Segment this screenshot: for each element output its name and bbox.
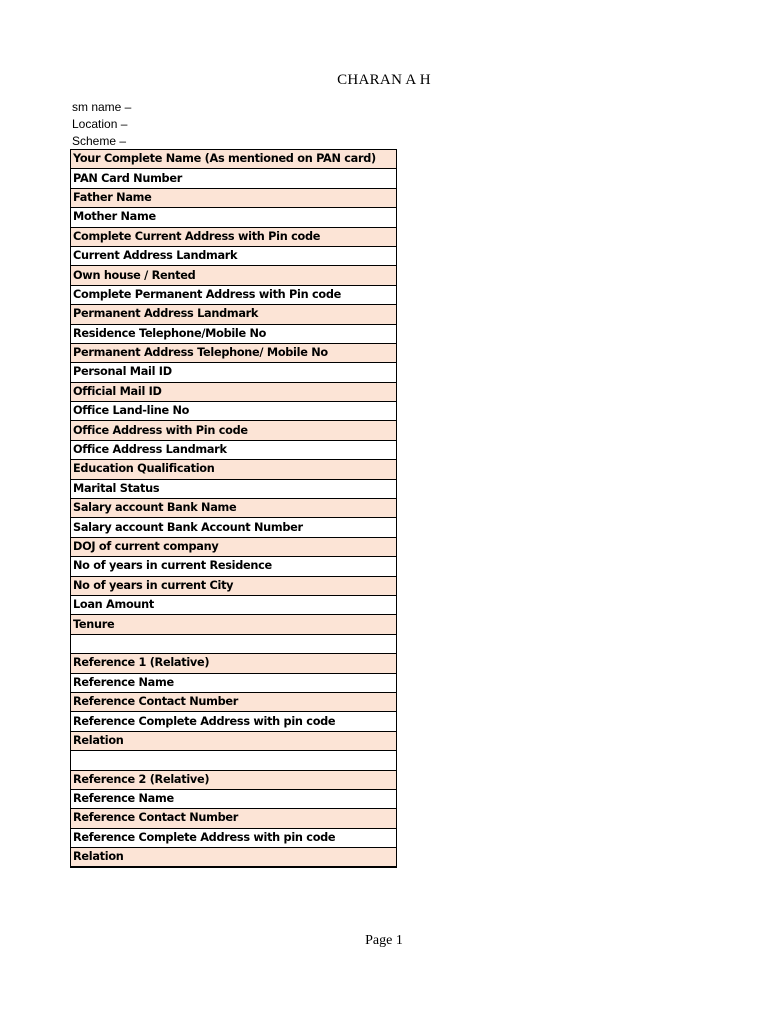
- form-row: [71, 382, 397, 401]
- form-row: [71, 363, 397, 382]
- form-row: [71, 809, 397, 828]
- form-spacer-row: [71, 634, 397, 653]
- form-row: [71, 169, 397, 188]
- form-row: [71, 537, 397, 556]
- form-row: [71, 421, 397, 440]
- form-row-label: Salary account Bank Account Number: [71, 518, 397, 537]
- form-row-label: Own house / Rented: [71, 266, 397, 285]
- form-row-label: Residence Telephone/Mobile No: [71, 324, 397, 343]
- sm-name-label: sm name –: [72, 100, 132, 114]
- page-number: Page 1: [365, 933, 403, 948]
- form-row: [71, 731, 397, 750]
- form-row-label: Complete Current Address with Pin code: [71, 227, 397, 246]
- application-form-table: [70, 149, 397, 868]
- form-row: [71, 479, 397, 498]
- form-row-label: Mother Name: [71, 208, 397, 227]
- meta-block: [72, 99, 131, 150]
- form-row-label: Reference Name: [71, 673, 397, 692]
- form-row: [71, 828, 397, 847]
- form-row-label: Your Complete Name (As mentioned on PAN card): [71, 150, 397, 169]
- form-row-label: Education Qualification: [71, 460, 397, 479]
- scheme-label: Scheme –: [72, 134, 127, 148]
- form-row: [71, 673, 397, 692]
- form-row: [71, 848, 397, 868]
- form-row-label: DOJ of current company: [71, 537, 397, 556]
- form-row-label: Reference 1 (Relative): [71, 654, 397, 673]
- form-row-label: Permanent Address Landmark: [71, 305, 397, 324]
- form-row: [71, 557, 397, 576]
- form-row-label: Personal Mail ID: [71, 363, 397, 382]
- form-row-label: Marital Status: [71, 479, 397, 498]
- form-spacer-row: [71, 751, 397, 770]
- form-row: [71, 285, 397, 304]
- form-row-label: [71, 751, 397, 770]
- form-row: [71, 305, 397, 324]
- form-row: [71, 208, 397, 227]
- form-row-label: Office Land-line No: [71, 402, 397, 421]
- form-row: [71, 789, 397, 808]
- form-row-label: Reference Contact Number: [71, 809, 397, 828]
- form-row: [71, 518, 397, 537]
- form-row-label: Relation: [71, 848, 397, 868]
- form-row-label: Reference Complete Address with pin code: [71, 828, 397, 847]
- form-row: [71, 440, 397, 459]
- form-row: [71, 692, 397, 711]
- form-row-label: Reference Name: [71, 789, 397, 808]
- location-label: Location –: [72, 117, 128, 131]
- form-row-label: Salary account Bank Name: [71, 499, 397, 518]
- form-row-label: Loan Amount: [71, 595, 397, 614]
- form-row: [71, 770, 397, 789]
- form-row: [71, 615, 397, 634]
- form-row: [71, 324, 397, 343]
- form-row-label: Reference Complete Address with pin code: [71, 712, 397, 731]
- form-row-label: PAN Card Number: [71, 169, 397, 188]
- form-row: [71, 246, 397, 265]
- form-row: [71, 343, 397, 362]
- form-row: [71, 227, 397, 246]
- form-row-label: Current Address Landmark: [71, 246, 397, 265]
- form-row-label: No of years in current City: [71, 576, 397, 595]
- form-row-label: Office Address Landmark: [71, 440, 397, 459]
- form-row: [71, 499, 397, 518]
- form-row-label: No of years in current Residence: [71, 557, 397, 576]
- form-row-label: Reference Contact Number: [71, 692, 397, 711]
- form-row-label: [71, 634, 397, 653]
- form-row: [71, 266, 397, 285]
- page-title: CHARAN A H: [337, 72, 431, 88]
- form-row: [71, 402, 397, 421]
- form-row-label: Office Address with Pin code: [71, 421, 397, 440]
- form-row: [71, 654, 397, 673]
- form-row: [71, 576, 397, 595]
- form-row-label: Permanent Address Telephone/ Mobile No: [71, 343, 397, 362]
- form-row-label: Father Name: [71, 188, 397, 207]
- form-row: [71, 595, 397, 614]
- form-row-label: Complete Permanent Address with Pin code: [71, 285, 397, 304]
- form-row-label: Tenure: [71, 615, 397, 634]
- form-row: [71, 188, 397, 207]
- form-row-label: Official Mail ID: [71, 382, 397, 401]
- form-row: [71, 150, 397, 169]
- form-row: [71, 460, 397, 479]
- form-row-label: Reference 2 (Relative): [71, 770, 397, 789]
- form-row: [71, 712, 397, 731]
- form-row-label: Relation: [71, 731, 397, 750]
